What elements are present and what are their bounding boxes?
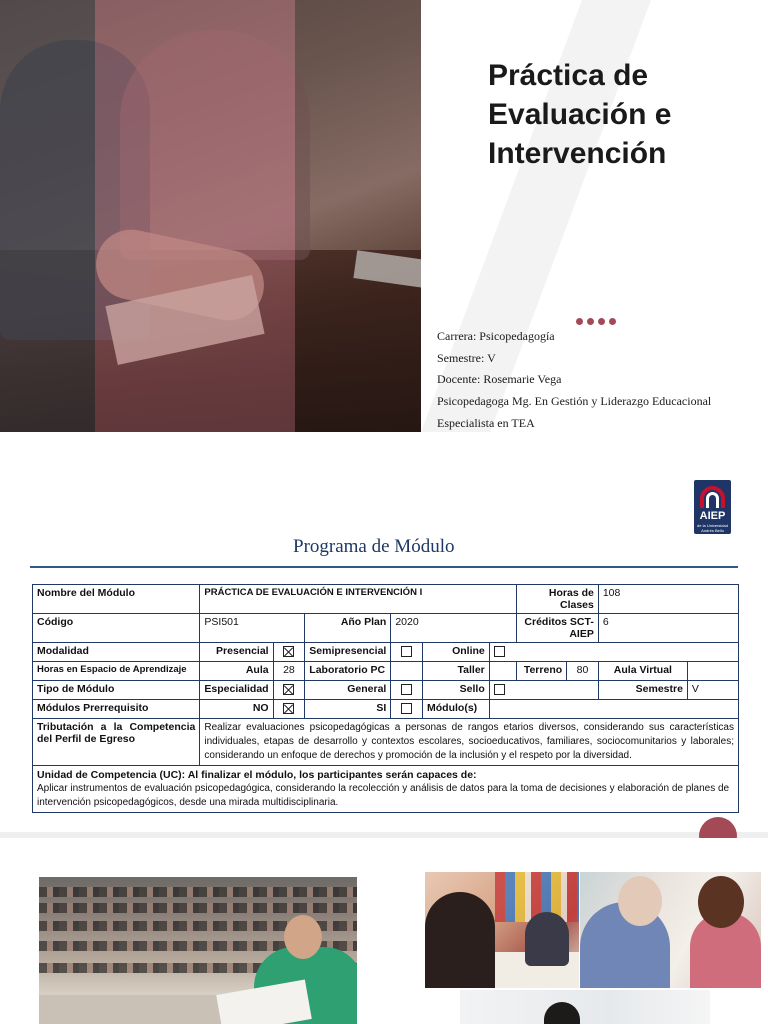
photos-slide (0, 838, 768, 1024)
modulos-label: Módulo(s) (423, 700, 490, 719)
info-specialty: Especialista en TEA (437, 415, 535, 430)
program-title: Programa de Módulo (293, 536, 455, 557)
tributacion-label: Tributación a la Competencia del Perfil de Egreso (33, 719, 200, 766)
lab-label: Laboratorio PC (305, 662, 391, 681)
empty-box-icon (401, 646, 412, 657)
semestre-value: V (687, 681, 738, 700)
semestre-label: Semestre (598, 681, 687, 700)
decorative-dots (576, 318, 616, 325)
nombre-label: Nombre del Módulo (33, 585, 200, 614)
especialidad-label: Especialidad (200, 681, 273, 700)
table-row (33, 700, 739, 719)
aula-label: Aula (200, 662, 273, 681)
anio-plan-value: 2020 (391, 614, 517, 643)
terreno-value: 80 (567, 662, 599, 681)
aiep-logo (694, 480, 731, 534)
creditos-value: 6 (598, 614, 738, 643)
codigo-value: PSI501 (200, 614, 305, 643)
table-row (33, 643, 739, 662)
online-checkbox (489, 643, 738, 662)
table-row (33, 766, 739, 813)
info-semestre: Semestre: V (437, 350, 496, 365)
empty-box-icon (401, 703, 412, 714)
sello-label: Sello (423, 681, 490, 700)
taller-label: Taller (423, 662, 490, 681)
checked-box-icon (283, 684, 294, 695)
info-title: Psicopedagoga Mg. En Gestión y Liderazgo Educacional (437, 394, 712, 409)
table-row (33, 614, 739, 643)
no-label: NO (200, 700, 273, 719)
nombre-value: PRÁCTICA DE EVALUACIÓN E INTERVENCIÓN I (200, 585, 517, 614)
checked-box-icon (283, 703, 294, 714)
title-line: Evaluación e (488, 98, 672, 131)
child-assessment-photo (425, 872, 579, 988)
slide-title (488, 56, 748, 173)
tipo-label: Tipo de Módulo (33, 681, 200, 700)
empty-box-icon (494, 684, 505, 695)
info-carrera: Carrera: Psicopedagogía (437, 329, 555, 343)
aula-value: 28 (273, 662, 305, 681)
logo-subtext: de la Universidad Andrés Bello (697, 523, 728, 533)
general-label: General (305, 681, 391, 700)
presencial-label: Presencial (200, 643, 273, 662)
horas-espacio-label: Horas en Espacio de Aprendizaje (33, 662, 200, 681)
checked-box-icon (283, 646, 294, 657)
uc-label: Unidad de Competencia (UC): Al finalizar el módulo, los participantes serán capaces de: (37, 769, 477, 781)
si-checkbox (391, 700, 423, 719)
sello-checkbox (489, 681, 598, 700)
semipresencial-checkbox (391, 643, 423, 662)
exam-classroom-photo (39, 877, 357, 1024)
students-writing-photo (0, 0, 421, 432)
empty-box-icon (494, 646, 505, 657)
info-docente: Docente: Rosemarie Vega (437, 372, 562, 387)
module-program-slide (0, 450, 768, 830)
online-label: Online (423, 643, 490, 662)
module-table (32, 584, 739, 813)
logo-text: AIEP (699, 510, 726, 522)
course-info (437, 326, 711, 432)
prerreq-label: Módulos Prerrequisito (33, 700, 200, 719)
si-label: SI (305, 700, 391, 719)
title-line: Práctica de (488, 59, 649, 92)
codigo-label: Código (33, 614, 200, 643)
terreno-label: Terreno (517, 662, 567, 681)
title-line: Intervención (488, 137, 667, 170)
presencial-checkbox (273, 643, 305, 662)
empty-box-icon (401, 684, 412, 695)
tributacion-text: Realizar evaluaciones psicopedagógicas a personas de rangos etarios diversos, considerando sus características individuales, etapas de desarrollo y contextos escolares, socioeducativos, familiares, sociocomunitarios y laborales; considerando un enfoque de derechos y promoción de la inclusión y el respeto por la diversidad. (200, 719, 739, 766)
title-slide (0, 0, 768, 432)
horas-clases-label: Horas de Clases (517, 585, 599, 614)
title-rule (30, 566, 738, 568)
elderly-assessment-photo (580, 872, 761, 988)
semipresencial-label: Semipresencial (305, 643, 391, 662)
table-row (33, 719, 739, 766)
modalidad-label: Modalidad (33, 643, 200, 662)
especialidad-checkbox (273, 681, 305, 700)
no-checkbox (273, 700, 305, 719)
general-checkbox (391, 681, 423, 700)
table-row (33, 585, 739, 614)
uc-text: Aplicar instrumentos de evaluación psicopedagógica, considerando la recolección y análisis de datos para la toma de decisiones y elaboración de planes de intervención psicopedagógicos, desde una mirada multidisciplinaria. (37, 783, 730, 808)
horas-clases-value: 108 (598, 585, 738, 614)
anio-plan-label: Año Plan (305, 614, 391, 643)
child-study-photo (460, 990, 710, 1024)
aula-virtual-label: Aula Virtual (598, 662, 687, 681)
creditos-label: Créditos SCT-AIEP (517, 614, 599, 643)
table-row (33, 662, 739, 681)
table-row (33, 681, 739, 700)
